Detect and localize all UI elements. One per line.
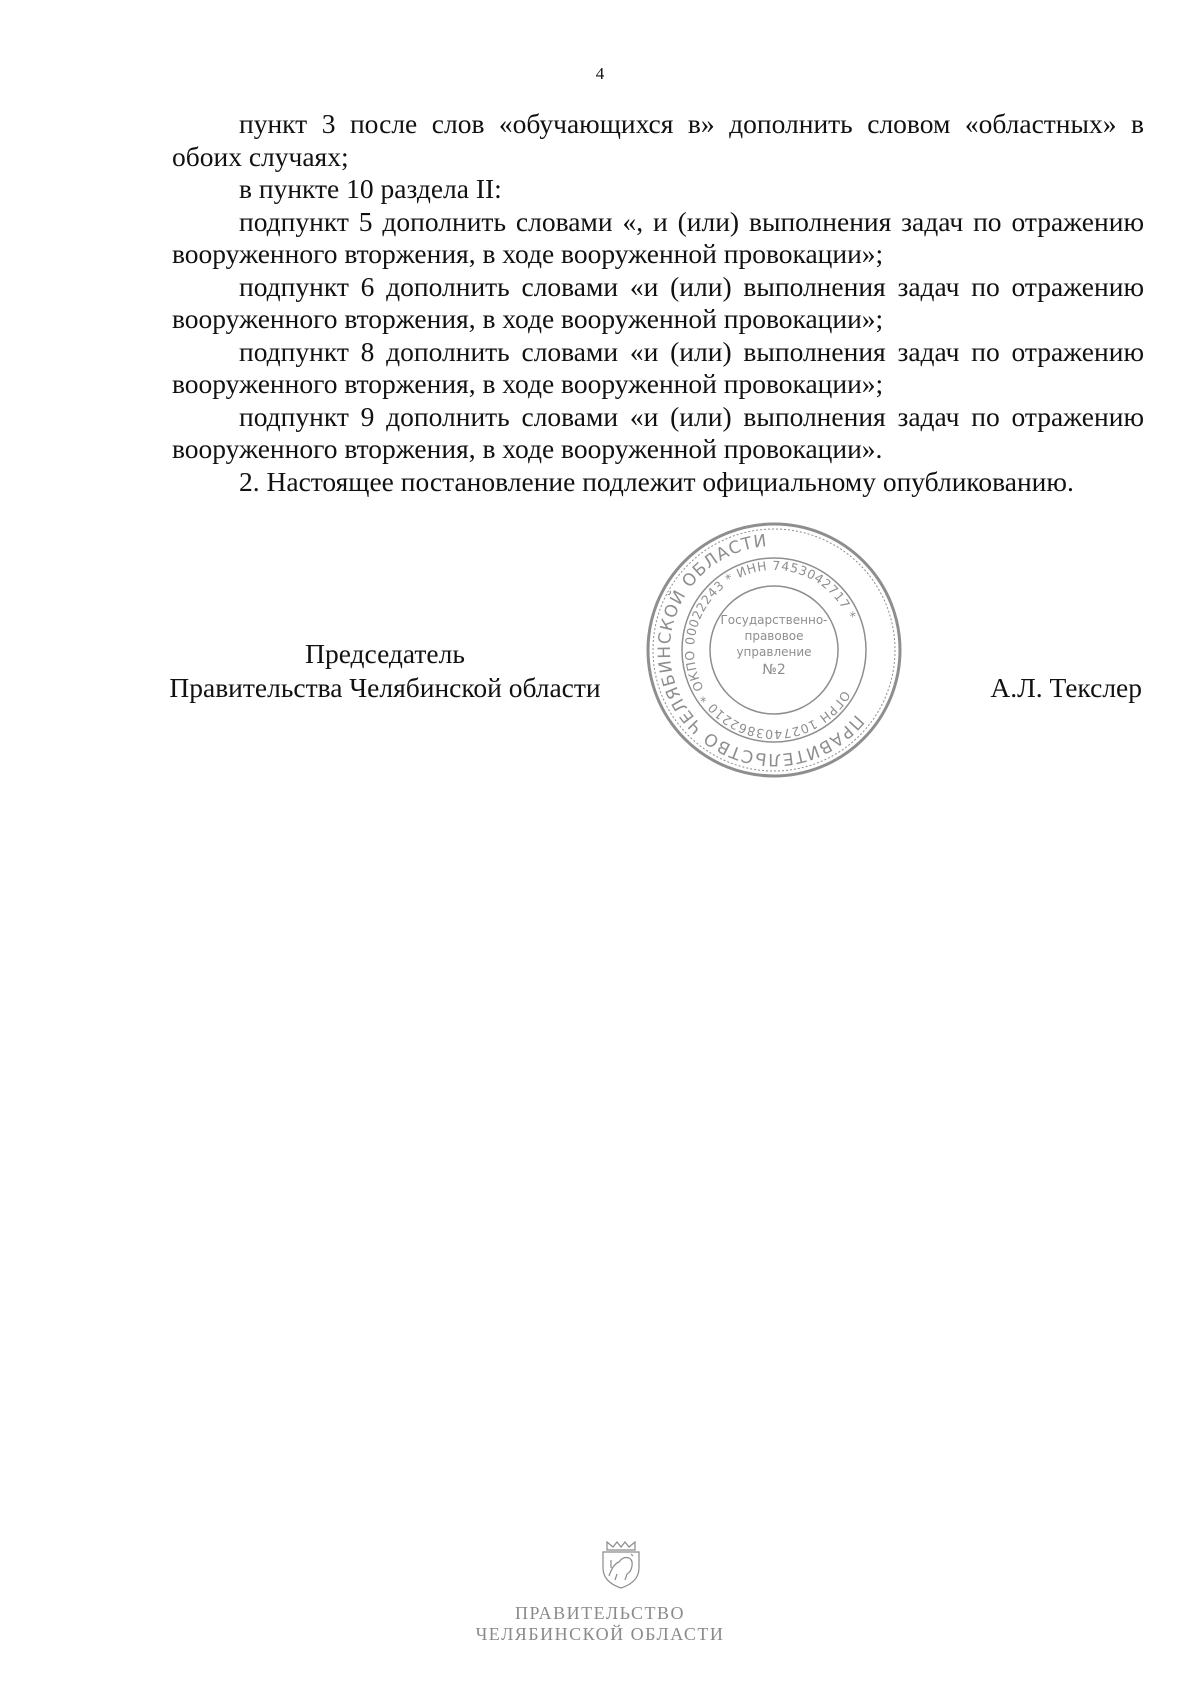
footer-line1: ПРАВИТЕЛЬСТВО xyxy=(514,1603,686,1623)
footer-logo-text xyxy=(0,1603,1200,1645)
paragraph: пункт 3 после слов «обучающихся в» дополнить словом «областных» в обоих случаях; xyxy=(172,108,1144,172)
seal-outer-textpath: ПРАВИТЕЛЬСТВО ЧЕЛЯБИНСКОЙ ОБЛАСТИ xyxy=(654,531,868,770)
paragraph: подпункт 9 дополнить словами «и (или) выполнения задач по отражению вооруженного вторжения, в ходе вооруженной провокации». xyxy=(172,400,1144,464)
signatory-position-line2: Правительства Челябинской области xyxy=(169,672,601,703)
signatory-position-line1: Председатель xyxy=(305,638,465,669)
chelyabinsk-coat-of-arms-icon xyxy=(599,1538,643,1590)
document-body xyxy=(172,108,1144,498)
official-seal xyxy=(644,520,904,780)
page-number: 4 xyxy=(595,64,605,83)
paragraph: подпункт 6 дополнить словами «и (или) выполнения задач по отражению вооруженного вторжения, в ходе вооруженной провокации»; xyxy=(172,270,1144,334)
seal-inner-textpath: ОГРН 1027403862210 * ОКПО 00022243 * ИНН 7453042717 * xyxy=(681,557,860,743)
seal-center-line1: Государственно- xyxy=(720,613,828,627)
seal-center-line4: №2 xyxy=(762,662,786,678)
seal-center-line3: управление xyxy=(736,645,812,659)
paragraph: в пункте 10 раздела II: xyxy=(239,173,502,204)
paragraph: 2. Настоящее постановление подлежит официальному опубликованию. xyxy=(239,465,1074,497)
paragraph: подпункт 8 дополнить словами «и (или) выполнения задач по отражению вооруженного вторжения, в ходе вооруженной провокации»; xyxy=(172,335,1144,399)
signatory-position xyxy=(120,637,650,705)
seal-center-line2: правовое xyxy=(744,629,804,643)
footer-line2: ЧЕЛЯБИНСКОЙ ОБЛАСТИ xyxy=(475,1624,725,1644)
paragraph: подпункт 5 дополнить словами «, и (или) выполнения задач по отражению вооруженного вторжения, в ходе вооруженной провокации»; xyxy=(172,205,1144,269)
signatory-name: А.Л. Текслер xyxy=(990,672,1142,703)
